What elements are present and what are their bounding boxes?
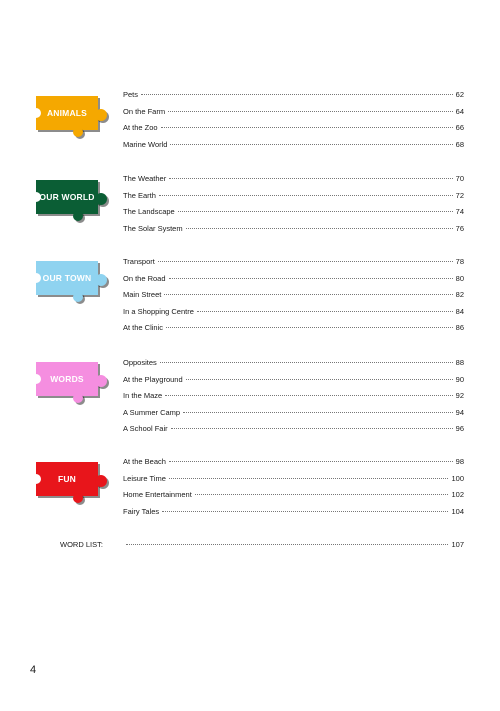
dot-leader [171,428,453,429]
entry-page: 94 [455,407,464,417]
toc-entry[interactable] [123,490,464,507]
dot-leader [160,362,453,363]
entry-page: 82 [455,290,464,299]
puzzle-piece-our-town [36,261,98,295]
dot-leader [170,144,452,145]
entry-title: On the Farm [123,106,166,116]
toc-entry[interactable] [123,507,464,524]
entry-page: 76 [455,223,464,233]
dot-leader [159,195,453,196]
entry-title: The Weather [123,174,167,183]
entry-page: 70 [455,174,464,183]
toc-entry[interactable] [123,307,464,324]
section-label: ANIMALS [46,108,88,118]
toc-entry[interactable] [123,391,464,408]
entry-title: Pets [123,90,139,99]
dot-leader [168,111,453,112]
toc-entry[interactable] [123,408,464,425]
dot-leader [126,544,448,545]
toc-entry[interactable] [123,90,464,107]
toc-entry[interactable] [123,457,464,474]
entry-title: At the Beach [123,457,166,466]
dot-leader [162,511,448,512]
toc-entries [123,174,464,240]
entry-page: 90 [455,374,464,384]
entry-title: A Summer Camp [123,407,181,417]
entry-title: Fairy Tales [123,506,160,516]
page-number: 4 [30,664,37,676]
dot-leader [186,379,453,380]
section-label: FUN [57,474,77,484]
entry-title: Marine World [123,139,168,149]
entry-page: 86 [455,323,464,332]
toc-entry[interactable] [123,174,464,191]
entry-title: In the Maze [123,391,163,400]
entry-title: Leisure Time [123,473,166,483]
entry-title: In a Shopping Centre [123,306,194,316]
entry-page: 74 [455,207,464,216]
dot-leader [141,94,453,95]
dot-leader [186,228,453,229]
puzzle-piece-words [36,362,98,396]
toc-entry[interactable] [123,358,464,375]
entry-title: At the Playground [123,374,183,384]
entry-page: 100 [451,473,464,483]
toc-entries [123,257,464,340]
entry-page: 80 [455,273,464,283]
entry-page: 88 [455,358,464,367]
entry-title: Main Street [123,290,162,299]
toc-entry[interactable] [123,123,464,140]
entry-title: At the Zoo [123,123,158,132]
entry-title: The Solar System [123,223,183,233]
entry-page: 102 [451,490,464,499]
toc-entry[interactable] [123,224,464,241]
toc-entry[interactable] [123,191,464,208]
toc-entry[interactable] [123,323,464,340]
entry-page: 92 [455,391,464,400]
dot-leader [169,478,449,479]
entry-page: 96 [455,424,464,433]
dot-leader [169,461,453,462]
puzzle-piece-animals [36,96,98,130]
dot-leader [197,311,453,312]
entry-page: 78 [455,257,464,266]
entry-page: 98 [455,457,464,466]
entry-page: 84 [455,306,464,316]
entry-title: The Earth [123,190,156,200]
section-label: WORDS [50,374,84,384]
dot-leader [165,395,452,396]
entry-title: The Landscape [123,207,175,216]
dot-leader [169,278,453,279]
entry-page: 68 [455,139,464,149]
toc-entry[interactable] [123,257,464,274]
entry-title: Opposites [123,358,157,367]
entry-page: 104 [451,506,464,516]
entry-page: 62 [455,90,464,99]
entry-page: 64 [455,106,464,116]
section-label: OUR TOWN [42,273,92,283]
toc-entries [123,358,464,441]
toc-entry[interactable] [123,207,464,224]
dot-leader [158,261,453,262]
toc-entries [123,457,464,523]
word-list-label: WORD LIST: [60,540,103,549]
entry-title: At the Clinic [123,323,164,332]
toc-entry[interactable] [123,140,464,157]
dot-leader [178,211,453,212]
toc-entry[interactable] [123,274,464,291]
entry-title: Transport [123,257,155,266]
toc-entries [123,90,464,156]
puzzle-piece-fun [36,462,98,496]
dot-leader [169,178,452,179]
toc-entry[interactable] [123,424,464,441]
entry-title: Home Entertainment [123,490,192,499]
puzzle-piece-our-world [36,180,98,214]
word-list-entry[interactable] [60,540,464,549]
toc-entry[interactable] [123,474,464,491]
dot-leader [183,412,453,413]
toc-entry[interactable] [123,375,464,392]
dot-leader [195,494,449,495]
toc-entry[interactable] [123,290,464,307]
dot-leader [161,127,453,128]
dot-leader [166,327,453,328]
entry-title: A School Fair [123,424,168,433]
word-list-page: 107 [451,540,464,549]
entry-title: On the Road [123,273,166,283]
section-label: OUR WORLD [39,192,95,202]
dot-leader [164,294,452,295]
entry-page: 66 [455,123,464,132]
entry-page: 72 [455,190,464,200]
toc-entry[interactable] [123,107,464,124]
